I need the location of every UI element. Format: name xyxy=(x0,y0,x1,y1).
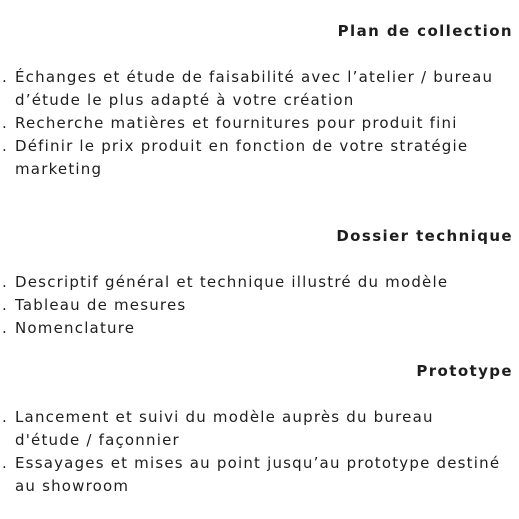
list-item-text: Définir le prix produit en fonction de votre stratégie marketing xyxy=(15,137,469,178)
bullet-marker: . xyxy=(2,114,8,132)
bullet-marker: . xyxy=(2,454,8,472)
list-item-text: Recherche matières et fournitures pour produit fini xyxy=(15,114,458,132)
bullet-marker: . xyxy=(2,296,8,314)
list-item xyxy=(2,406,514,452)
list-item-text: Essayages et mises au point jusqu’au prototype destiné au showroom xyxy=(15,454,501,495)
section-heading: Prototype xyxy=(416,362,513,380)
section-heading: Dossier technique xyxy=(336,227,513,245)
bullet-marker: . xyxy=(2,68,8,86)
list-item xyxy=(2,317,514,340)
list-item xyxy=(2,271,514,294)
bullet-list xyxy=(2,66,514,181)
bullet-marker: . xyxy=(2,319,8,337)
list-item xyxy=(2,452,514,498)
list-item xyxy=(2,112,514,135)
bullet-marker: . xyxy=(2,408,8,426)
list-item xyxy=(2,66,514,112)
list-item-text: Tableau de mesures xyxy=(15,296,187,314)
section-heading: Plan de collection xyxy=(337,22,513,40)
list-item xyxy=(2,135,514,181)
list-item-text: Échanges et étude de faisabilité avec l’atelier / bureau d’étude le plus adapté à votre création xyxy=(15,68,494,109)
bullet-marker: . xyxy=(2,137,8,155)
list-item xyxy=(2,294,514,317)
bullet-marker: . xyxy=(2,273,8,291)
list-item-text: Descriptif général et technique illustré du modèle xyxy=(15,273,449,291)
list-item-text: Nomenclature xyxy=(15,319,136,337)
bullet-list xyxy=(2,406,514,498)
list-item-text: Lancement et suivi du modèle auprès du bureau d'étude / façonnier xyxy=(15,408,434,449)
bullet-list xyxy=(2,271,514,340)
